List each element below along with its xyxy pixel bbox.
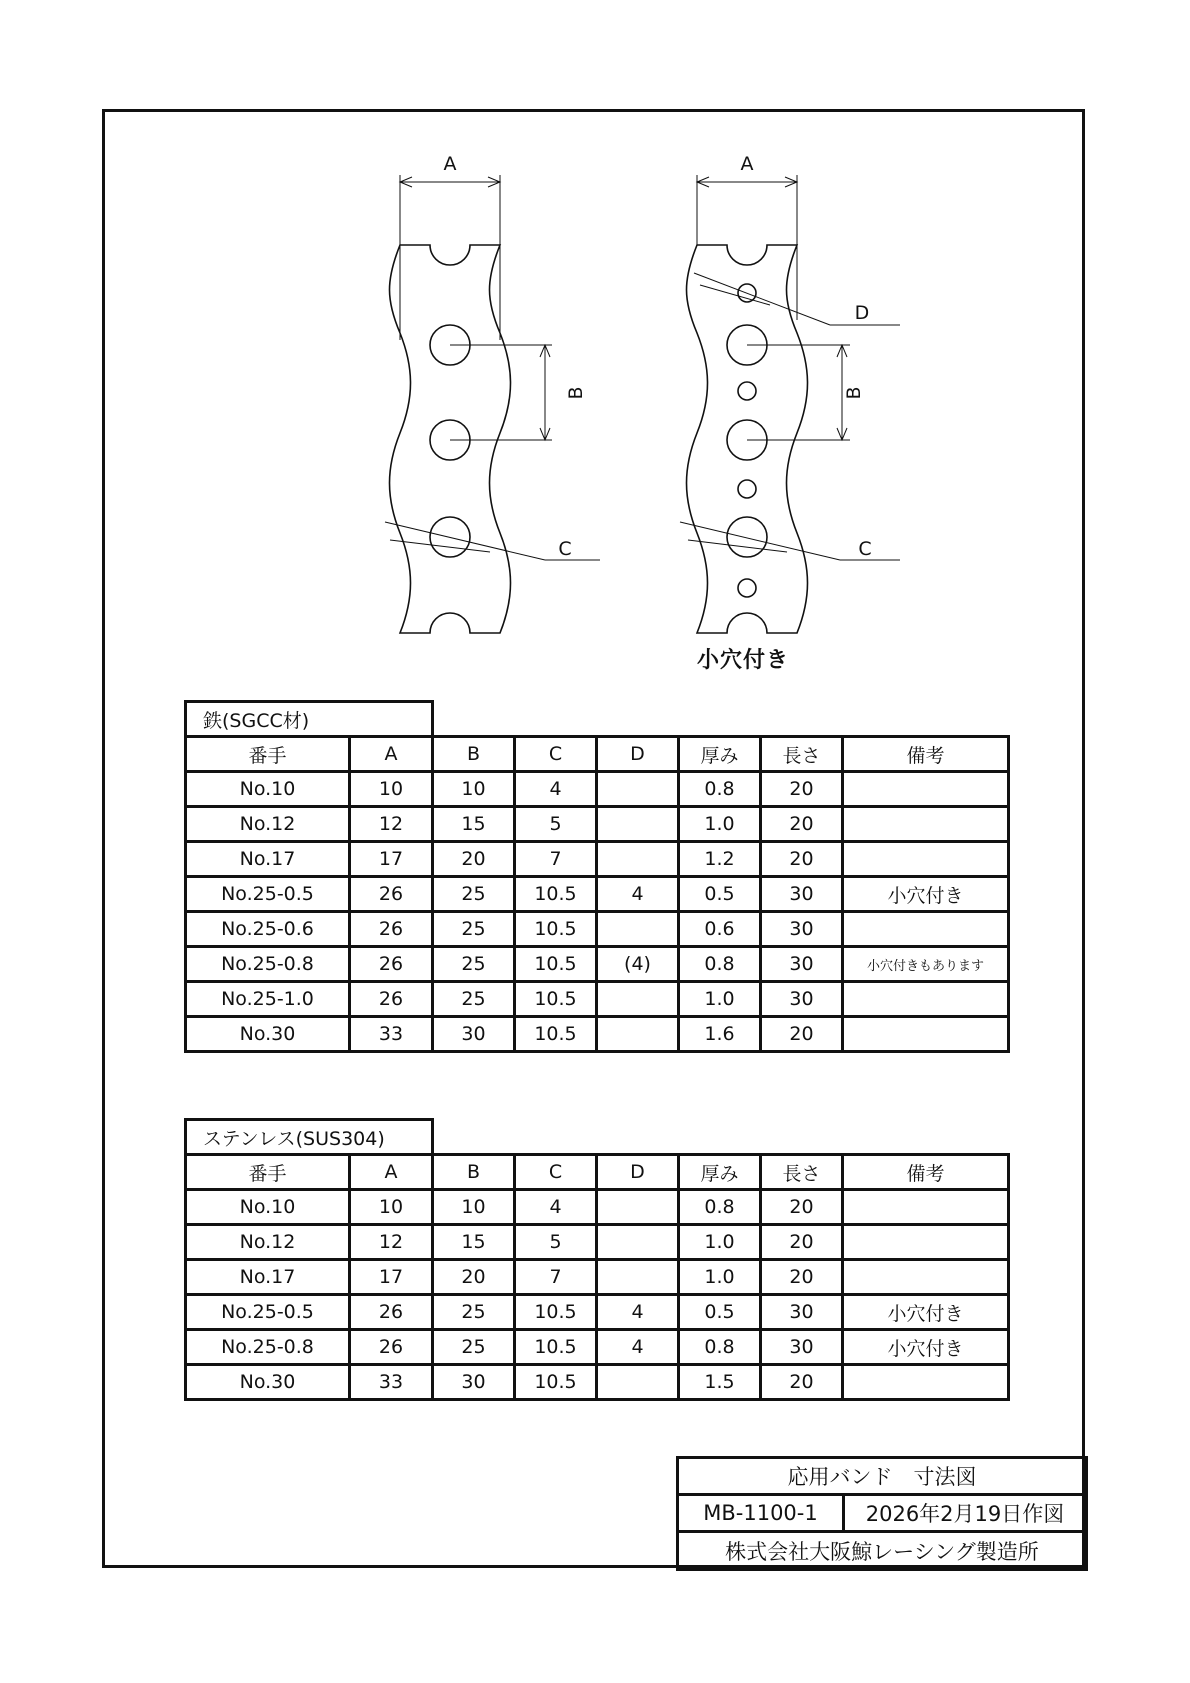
dimension-lines-right xyxy=(680,175,900,560)
table-cell xyxy=(597,1017,679,1052)
iron-spec-table xyxy=(184,700,1010,1053)
table-cell: 10.5 xyxy=(515,1017,597,1052)
column-header: 長さ xyxy=(761,737,843,772)
column-header: 厚み xyxy=(679,737,761,772)
column-header: D xyxy=(597,737,679,772)
table-cell: 0.5 xyxy=(679,1295,761,1330)
table-cell: No.25-1.0 xyxy=(186,982,350,1017)
company-name: 株式会社大阪鯨レーシング製造所 xyxy=(678,1532,1087,1570)
table-cell: 1.0 xyxy=(679,1260,761,1295)
table-cell: 30 xyxy=(761,947,843,982)
column-header: B xyxy=(433,737,515,772)
table-cell: 25 xyxy=(433,947,515,982)
table-cell: 12 xyxy=(350,1225,433,1260)
table-cell: 10.5 xyxy=(515,912,597,947)
table-cell: 1.0 xyxy=(679,807,761,842)
table-row xyxy=(186,877,1009,912)
table-row xyxy=(186,772,1009,807)
table-cell: 20 xyxy=(761,1017,843,1052)
table-cell: 30 xyxy=(433,1365,515,1400)
table-cell: 25 xyxy=(433,1330,515,1365)
table-cell: 20 xyxy=(761,1190,843,1225)
table-row xyxy=(186,947,1009,982)
table-cell xyxy=(597,982,679,1017)
table-cell: 25 xyxy=(433,912,515,947)
table-cell: No.10 xyxy=(186,772,350,807)
table-cell xyxy=(597,912,679,947)
table-cell: No.30 xyxy=(186,1017,350,1052)
table-cell: 20 xyxy=(761,1260,843,1295)
dim-label-a-left: A xyxy=(443,153,457,175)
table-cell xyxy=(843,1365,1009,1400)
table-cell: 26 xyxy=(350,877,433,912)
table-cell: 1.5 xyxy=(679,1365,761,1400)
table-cell: 5 xyxy=(515,807,597,842)
table-cell: No.30 xyxy=(186,1365,350,1400)
table-row xyxy=(186,1260,1009,1295)
table-cell: 0.8 xyxy=(679,1190,761,1225)
table-cell xyxy=(843,772,1009,807)
table-cell: No.25-0.5 xyxy=(186,877,350,912)
table-cell: 30 xyxy=(761,1295,843,1330)
table-cell: 小穴付き xyxy=(843,1295,1009,1330)
dimension-lines-left xyxy=(385,175,600,560)
table-cell: 7 xyxy=(515,1260,597,1295)
dim-label-a-right: A xyxy=(740,153,754,175)
table-row xyxy=(186,1190,1009,1225)
table-cell: 小穴付き xyxy=(843,1330,1009,1365)
stainless-spec-table xyxy=(184,1118,1010,1401)
table-title: ステンレス(SUS304) xyxy=(186,1120,433,1155)
column-header: A xyxy=(350,1155,433,1190)
dim-label-b-right: B xyxy=(843,386,865,400)
dim-label-d-right: D xyxy=(854,302,870,324)
table-cell xyxy=(597,807,679,842)
table-cell xyxy=(597,1365,679,1400)
table-cell: 10 xyxy=(350,1190,433,1225)
table-cell: 30 xyxy=(761,877,843,912)
drawing-title: 応用バンド 寸法図 xyxy=(678,1458,1087,1495)
column-header: 備考 xyxy=(843,737,1009,772)
table-cell: 0.8 xyxy=(679,947,761,982)
table-cell: 10.5 xyxy=(515,947,597,982)
column-header: C xyxy=(515,1155,597,1190)
table-row xyxy=(186,807,1009,842)
table-cell: 小穴付き xyxy=(843,877,1009,912)
table-cell: 15 xyxy=(433,1225,515,1260)
table-cell: 0.6 xyxy=(679,912,761,947)
table-cell: 0.8 xyxy=(679,1330,761,1365)
table-cell: 12 xyxy=(350,807,433,842)
table-cell: 20 xyxy=(761,1225,843,1260)
table-cell xyxy=(843,982,1009,1017)
table-cell: 26 xyxy=(350,982,433,1017)
table-cell: No.25-0.8 xyxy=(186,1330,350,1365)
table-row xyxy=(186,1365,1009,1400)
table-cell: 1.0 xyxy=(679,982,761,1017)
table-cell xyxy=(843,842,1009,877)
table-cell: No.25-0.5 xyxy=(186,1295,350,1330)
table-cell: 1.0 xyxy=(679,1225,761,1260)
table-cell: 30 xyxy=(761,982,843,1017)
table-cell: 7 xyxy=(515,842,597,877)
table-header-row xyxy=(186,1155,1009,1190)
table-cell: 26 xyxy=(350,947,433,982)
table-cell: 25 xyxy=(433,877,515,912)
table-row xyxy=(186,1225,1009,1260)
table-cell: 4 xyxy=(597,1295,679,1330)
dim-label-b-left: B xyxy=(565,386,587,400)
table-cell: No.17 xyxy=(186,1260,350,1295)
table-cell: 30 xyxy=(761,1330,843,1365)
column-header: 備考 xyxy=(843,1155,1009,1190)
table-title-row xyxy=(186,1120,1009,1155)
table-cell: 33 xyxy=(350,1017,433,1052)
table-cell: 10.5 xyxy=(515,1295,597,1330)
table-cell: 4 xyxy=(515,1190,597,1225)
table-cell xyxy=(843,1190,1009,1225)
table-cell: No.12 xyxy=(186,807,350,842)
table-cell xyxy=(843,1225,1009,1260)
drawing-number: MB-1100-1 xyxy=(678,1495,844,1532)
table-row xyxy=(186,982,1009,1017)
table-cell: (4) xyxy=(597,947,679,982)
table-row xyxy=(186,1295,1009,1330)
table-cell xyxy=(597,1190,679,1225)
dim-label-c-left: C xyxy=(558,538,572,560)
drawing-date: 2026年2月19日作図 xyxy=(844,1495,1087,1532)
small-hole-caption: 小穴付き xyxy=(697,648,790,673)
table-cell: 1.2 xyxy=(679,842,761,877)
table-cell xyxy=(597,1225,679,1260)
table-cell: 1.6 xyxy=(679,1017,761,1052)
table-cell: 20 xyxy=(761,807,843,842)
column-header: B xyxy=(433,1155,515,1190)
table-row xyxy=(186,1017,1009,1052)
table-cell: 26 xyxy=(350,1295,433,1330)
table-cell: No.25-0.6 xyxy=(186,912,350,947)
table-cell: 20 xyxy=(433,1260,515,1295)
title-block xyxy=(676,1456,1088,1571)
table-cell: 20 xyxy=(761,842,843,877)
table-title-row xyxy=(186,702,1009,737)
table-cell: No.10 xyxy=(186,1190,350,1225)
table-cell: 25 xyxy=(433,1295,515,1330)
table-cell xyxy=(597,842,679,877)
column-header: 長さ xyxy=(761,1155,843,1190)
table-cell: 10.5 xyxy=(515,1330,597,1365)
column-header: 番手 xyxy=(186,737,350,772)
table-cell: 10.5 xyxy=(515,1365,597,1400)
table-cell: 26 xyxy=(350,912,433,947)
table-cell: 26 xyxy=(350,1330,433,1365)
table-cell xyxy=(843,807,1009,842)
table-cell: 15 xyxy=(433,807,515,842)
table-row xyxy=(186,912,1009,947)
table-title: 鉄(SGCC材) xyxy=(186,702,433,737)
table-cell xyxy=(843,912,1009,947)
table-cell: 30 xyxy=(433,1017,515,1052)
table-cell: 10 xyxy=(433,1190,515,1225)
table-cell: 17 xyxy=(350,1260,433,1295)
table-cell: 10.5 xyxy=(515,982,597,1017)
table-cell: 4 xyxy=(597,877,679,912)
table-cell xyxy=(597,1260,679,1295)
table-cell: 10 xyxy=(350,772,433,807)
table-cell: 10 xyxy=(433,772,515,807)
table-cell: 20 xyxy=(433,842,515,877)
table-cell xyxy=(843,1017,1009,1052)
table-cell: 33 xyxy=(350,1365,433,1400)
table-row xyxy=(186,1330,1009,1365)
table-cell: No.17 xyxy=(186,842,350,877)
table-cell xyxy=(843,1260,1009,1295)
table-cell: No.12 xyxy=(186,1225,350,1260)
table-cell: 10.5 xyxy=(515,877,597,912)
table-cell: 4 xyxy=(515,772,597,807)
table-cell: 5 xyxy=(515,1225,597,1260)
column-header: 番手 xyxy=(186,1155,350,1190)
column-header: D xyxy=(597,1155,679,1190)
table-cell: 0.8 xyxy=(679,772,761,807)
column-header: 厚み xyxy=(679,1155,761,1190)
table-cell: 20 xyxy=(761,772,843,807)
table-header-row xyxy=(186,737,1009,772)
band-outline-left xyxy=(390,245,511,633)
dim-label-c-right: C xyxy=(858,538,872,560)
table-cell: 25 xyxy=(433,982,515,1017)
table-cell: 17 xyxy=(350,842,433,877)
band-outline-right xyxy=(687,245,808,633)
table-cell xyxy=(597,772,679,807)
table-cell: 30 xyxy=(761,912,843,947)
column-header: C xyxy=(515,737,597,772)
column-header: A xyxy=(350,737,433,772)
table-cell: 4 xyxy=(597,1330,679,1365)
table-row xyxy=(186,842,1009,877)
table-cell: 小穴付きもあります xyxy=(843,947,1009,982)
table-cell: 20 xyxy=(761,1365,843,1400)
table-cell: 0.5 xyxy=(679,877,761,912)
table-cell: No.25-0.8 xyxy=(186,947,350,982)
